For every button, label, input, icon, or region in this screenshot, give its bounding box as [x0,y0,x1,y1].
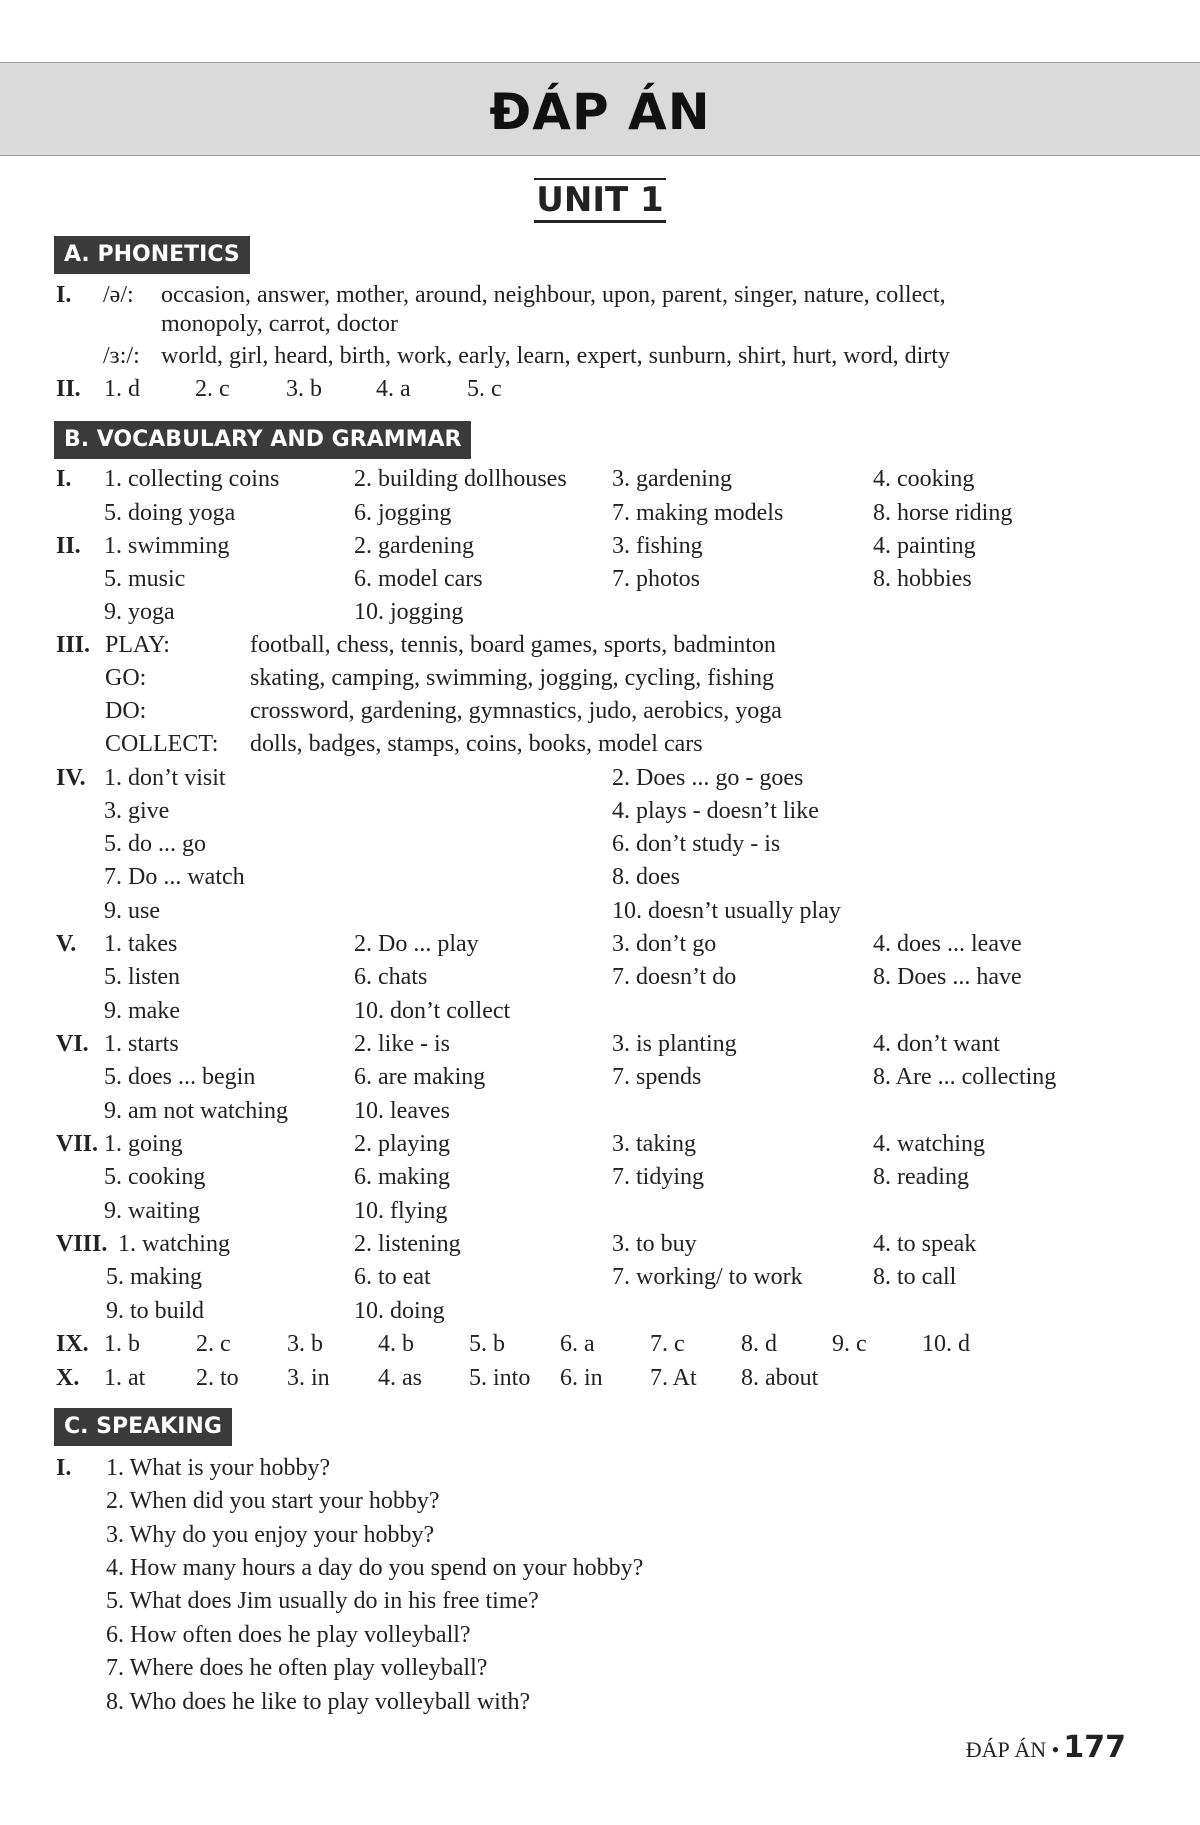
answer-item: 5. do ... go [104,831,206,857]
answer-item: 7. spends [612,1064,702,1090]
answer-item: 5. c [467,376,502,402]
roman-numeral: IX. [56,1331,89,1357]
answer-item: 10. don’t collect [354,998,511,1024]
answer-item: 3. give [104,798,170,824]
answer-item: 8. hobbies [873,566,972,592]
answer-item: 4. does ... leave [873,931,1022,957]
question-item: 2. When did you start your hobby? [106,1488,440,1514]
verb-label: DO: [105,698,147,724]
answer-item: 4. don’t want [873,1031,1000,1057]
answer-item: 7. making models [612,500,784,526]
phonetic-words: occasion, answer, mother, around, neighbour, upon, parent, singer, nature, collect, [161,282,946,308]
question-item: 6. How often does he play volleyball? [106,1622,471,1648]
roman-numeral: V. [56,931,77,957]
answer-item: 3. in [287,1365,330,1391]
section-label-speaking: C. SPEAKING [54,1408,232,1446]
answer-item: 1. d [104,376,140,402]
answer-item: 6. in [560,1365,603,1391]
answer-item: 6. are making [354,1064,486,1090]
answer-item: 4. as [378,1365,422,1391]
question-item: 8. Who does he like to play volleyball with? [106,1689,531,1715]
answer-item: 3. b [287,1331,323,1357]
answer-item: 9. c [832,1331,867,1357]
answer-item: 7. photos [612,566,701,592]
footer-label: ĐÁP ÁN • [965,1737,1060,1762]
answer-item: 9. am not watching [104,1098,288,1124]
phonetic-words: monopoly, carrot, doctor [161,311,399,337]
answer-item: 5. doing yoga [104,500,236,526]
answer-item: 8. does [612,864,680,890]
answer-item: 8. to call [873,1264,957,1290]
unit-title-text: UNIT 1 [534,178,665,223]
answer-item: 8. Are ... collecting [873,1064,1057,1090]
answer-item: 3. fishing [612,533,703,559]
header-band [0,62,1200,156]
roman-numeral: III. [56,632,91,658]
answer-item: 6. model cars [354,566,483,592]
verb-collocations: dolls, badges, stamps, coins, books, model cars [250,731,703,757]
roman-numeral: VII. [56,1131,99,1157]
answer-item: 2. gardening [354,533,474,559]
answer-item: 7. c [650,1331,685,1357]
answer-item: 7. doesn’t do [612,964,737,990]
answer-item: 8. reading [873,1164,969,1190]
answer-item: 4. b [378,1331,414,1357]
answer-item: 4. a [376,376,411,402]
question-item: 5. What does Jim usually do in his free time? [106,1588,539,1614]
answer-item: 9. waiting [104,1198,200,1224]
answer-item: 6. chats [354,964,428,990]
answer-item: 1. going [104,1131,183,1157]
roman-numeral: I. [56,466,72,492]
verb-collocations: skating, camping, swimming, jogging, cycling, fishing [250,665,774,691]
answer-item: 4. to speak [873,1231,977,1257]
answer-item: 6. to eat [354,1264,431,1290]
phonetic-symbol: /ɜ:/: [103,343,140,369]
answer-item: 9. use [104,898,160,924]
answer-item: 5. into [469,1365,531,1391]
answer-item: 6. jogging [354,500,452,526]
answer-item: 10. d [922,1331,970,1357]
verb-label: GO: [105,665,147,691]
page-header-title: ĐÁP ÁN [489,83,711,141]
answer-item: 10. flying [354,1198,448,1224]
answer-item: 7. tidying [612,1164,705,1190]
roman-numeral: X. [56,1365,80,1391]
roman-numeral: I. [56,1455,72,1481]
answer-item: 3. b [286,376,322,402]
verb-collocations: football, chess, tennis, board games, sports, badminton [250,632,776,658]
answer-item: 2. playing [354,1131,450,1157]
answer-item: 2. building dollhouses [354,466,567,492]
section-label-vocabulary-grammar: B. VOCABULARY AND GRAMMAR [54,421,471,459]
verb-label: COLLECT: [105,731,219,757]
answer-item: 5. listen [104,964,180,990]
answer-item: 5. making [106,1264,202,1290]
answer-item: 10. leaves [354,1098,450,1124]
roman-numeral: VIII. [56,1231,108,1257]
question-item: 7. Where does he often play volleyball? [106,1655,488,1681]
answer-item: 1. swimming [104,533,230,559]
answer-item: 4. watching [873,1131,985,1157]
answer-item: 3. to buy [612,1231,697,1257]
answer-item: 2. Does ... go - goes [612,765,804,791]
question-item: 1. What is your hobby? [106,1455,331,1481]
answer-item: 8. about [741,1365,819,1391]
answer-item: 5. music [104,566,186,592]
roman-numeral: VI. [56,1031,89,1057]
answer-item: 7. working/ to work [612,1264,803,1290]
answer-item: 1. watching [118,1231,230,1257]
answer-item: 1. at [104,1365,146,1391]
answer-item: 4. plays - doesn’t like [612,798,819,824]
roman-numeral: II. [56,376,81,402]
answer-item: 5. does ... begin [104,1064,256,1090]
answer-item: 8. Does ... have [873,964,1022,990]
answer-item: 9. make [104,998,180,1024]
answer-item: 6. a [560,1331,595,1357]
answer-item: 3. don’t go [612,931,717,957]
answer-item: 7. At [650,1365,697,1391]
roman-numeral: I. [56,282,72,308]
answer-item: 6. don’t study - is [612,831,781,857]
answer-item: 8. d [741,1331,777,1357]
page-footer [966,1730,1126,1765]
page-number: 177 [1063,1730,1126,1765]
answer-item: 2. c [195,376,230,402]
answer-item: 7. Do ... watch [104,864,245,890]
answer-item: 3. is planting [612,1031,737,1057]
question-item: 3. Why do you enjoy your hobby? [106,1522,435,1548]
phonetic-symbol: /ə/: [103,282,134,308]
phonetic-words: world, girl, heard, birth, work, early, learn, expert, sunburn, shirt, hurt, word, dirty [161,343,950,369]
answer-item: 3. taking [612,1131,696,1157]
answer-item: 8. horse riding [873,500,1013,526]
answer-item: 1. takes [104,931,178,957]
unit-title [0,178,1200,223]
section-label-phonetics: A. PHONETICS [54,236,250,274]
answer-item: 10. jogging [354,599,464,625]
answer-item: 10. doing [354,1298,445,1324]
answer-item: 1. b [104,1331,140,1357]
answer-item: 10. doesn’t usually play [612,898,841,924]
answer-item: 1. starts [104,1031,179,1057]
answer-item: 5. b [469,1331,505,1357]
answer-item: 9. to build [106,1298,205,1324]
answer-item: 2. listening [354,1231,461,1257]
answer-item: 3. gardening [612,466,732,492]
verb-collocations: crossword, gardening, gymnastics, judo, aerobics, yoga [250,698,782,724]
answer-item: 5. cooking [104,1164,206,1190]
answer-item: 4. painting [873,533,976,559]
answer-item: 2. c [196,1331,231,1357]
roman-numeral: IV. [56,765,86,791]
answer-item: 2. to [196,1365,239,1391]
answer-item: 1. collecting coins [104,466,280,492]
answer-item: 6. making [354,1164,450,1190]
answer-item: 2. like - is [354,1031,450,1057]
verb-label: PLAY: [105,632,170,658]
answer-item: 2. Do ... play [354,931,479,957]
answer-item: 4. cooking [873,466,975,492]
answer-item: 1. don’t visit [104,765,226,791]
answer-item: 9. yoga [104,599,175,625]
question-item: 4. How many hours a day do you spend on your hobby? [106,1555,644,1581]
roman-numeral: II. [56,533,81,559]
